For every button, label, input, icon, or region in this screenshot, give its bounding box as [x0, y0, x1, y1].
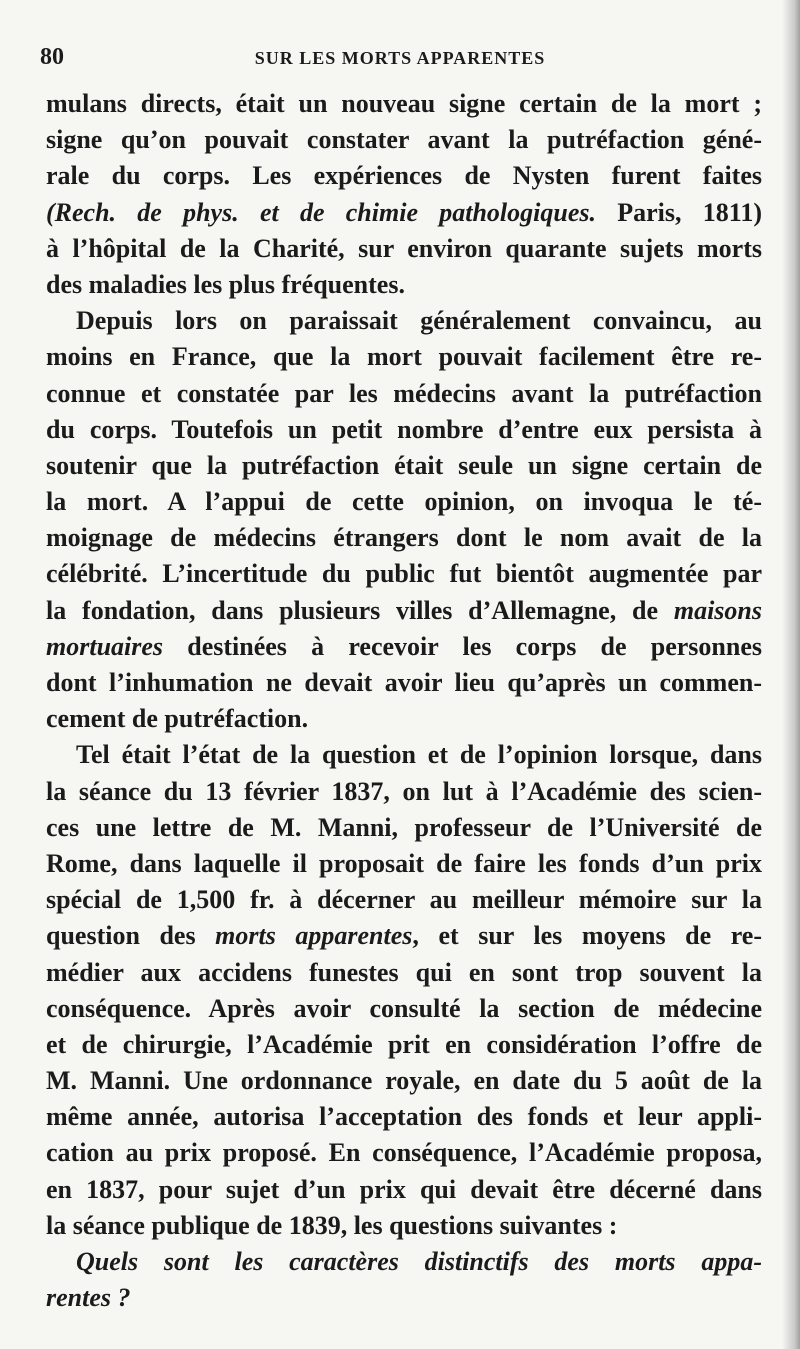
text-line: la séance du 13 février 1837, on lut à l’Académie des scien- — [46, 776, 762, 806]
page-header — [40, 44, 760, 76]
text-line: la séance publique de 1839, les questions suivantes : — [46, 1210, 618, 1240]
text-line: en 1837, pour sujet d’un prix qui devait être décerné dans — [46, 1174, 762, 1204]
page-number: 80 — [40, 44, 64, 70]
text-line: soutenir que la putréfaction était seule un signe certain de — [46, 450, 762, 480]
text-line: moins en France, que la mort pouvait facilement être re- — [46, 342, 762, 372]
running-title: SUR LES MORTS APPARENTES — [254, 48, 546, 68]
text-line: même année, autorisa l’acceptation des fonds et leur appli- — [46, 1102, 762, 1132]
text-line: M. Manni. Une ordonnance royale, en date du 5 août de la — [46, 1066, 762, 1096]
text-line: Tel était l’état de la question et de l’opinion lorsque, dans — [76, 740, 762, 770]
text-line: la fondation, dans plusieurs villes d’Allemagne, de maisons — [46, 595, 762, 625]
text-line: Depuis lors on paraissait généralement convaincu, au — [76, 306, 762, 336]
text-line: célébrité. L’incertitude du public fut bientôt augmentée par — [46, 559, 762, 589]
text-line: moignage de médecins étrangers dont le nom avait de la — [46, 523, 762, 553]
body-text — [46, 86, 762, 1316]
text-line: la mort. A l’appui de cette opinion, on invoqua le té- — [46, 487, 762, 517]
text-line: Rome, dans laquelle il proposait de faire les fonds d’un prix — [46, 848, 762, 878]
text-line: rale du corps. Les expériences de Nysten furent faites — [46, 161, 762, 191]
text-line: question des morts apparentes, et sur les moyens de re- — [46, 921, 762, 951]
text-line: rentes ? — [46, 1283, 131, 1313]
text-line: cation au prix proposé. En conséquence, l’Académie proposa, — [46, 1138, 762, 1168]
text-line: et de chirurgie, l’Académie prit en considération l’offre de — [46, 1029, 762, 1059]
text-line: dont l’inhumation ne devait avoir lieu qu’après un commen- — [46, 668, 762, 697]
text-line: (Rech. de phys. et de chimie pathologiques. Paris, 1811) — [46, 197, 762, 227]
text-line: conséquence. Après avoir consulté la section de médecine — [46, 993, 762, 1023]
text-line: à l’hôpital de la Charité, sur environ quarante sujets morts — [46, 233, 762, 263]
text-line: spécial de 1,500 fr. à décerner au meilleur mémoire sur la — [46, 885, 762, 915]
text-line: mortuaires destinées à recevoir les corps de personnes — [46, 631, 762, 661]
text-line: connue et constatée par les médecins avant la putréfaction — [46, 378, 762, 408]
text-line: Quels sont les caractères distinctifs des morts appa- — [76, 1247, 762, 1276]
text-line: ces une lettre de M. Manni, professeur de l’Université de — [46, 812, 762, 842]
text-line: médier aux accidens funestes qui en sont trop souvent la — [46, 957, 762, 987]
text-line: des maladies les plus fréquentes. — [46, 269, 405, 299]
text-line: du corps. Toutefois un petit nombre d’entre eux persista à — [46, 414, 762, 444]
text-line: signe qu’on pouvait constater avant la putréfaction géné- — [46, 125, 762, 155]
text-line: cement de putréfaction. — [46, 704, 309, 734]
page-edge-shadow — [782, 0, 800, 1349]
text-line: mulans directs, était un nouveau signe certain de la mort ; — [46, 89, 762, 118]
